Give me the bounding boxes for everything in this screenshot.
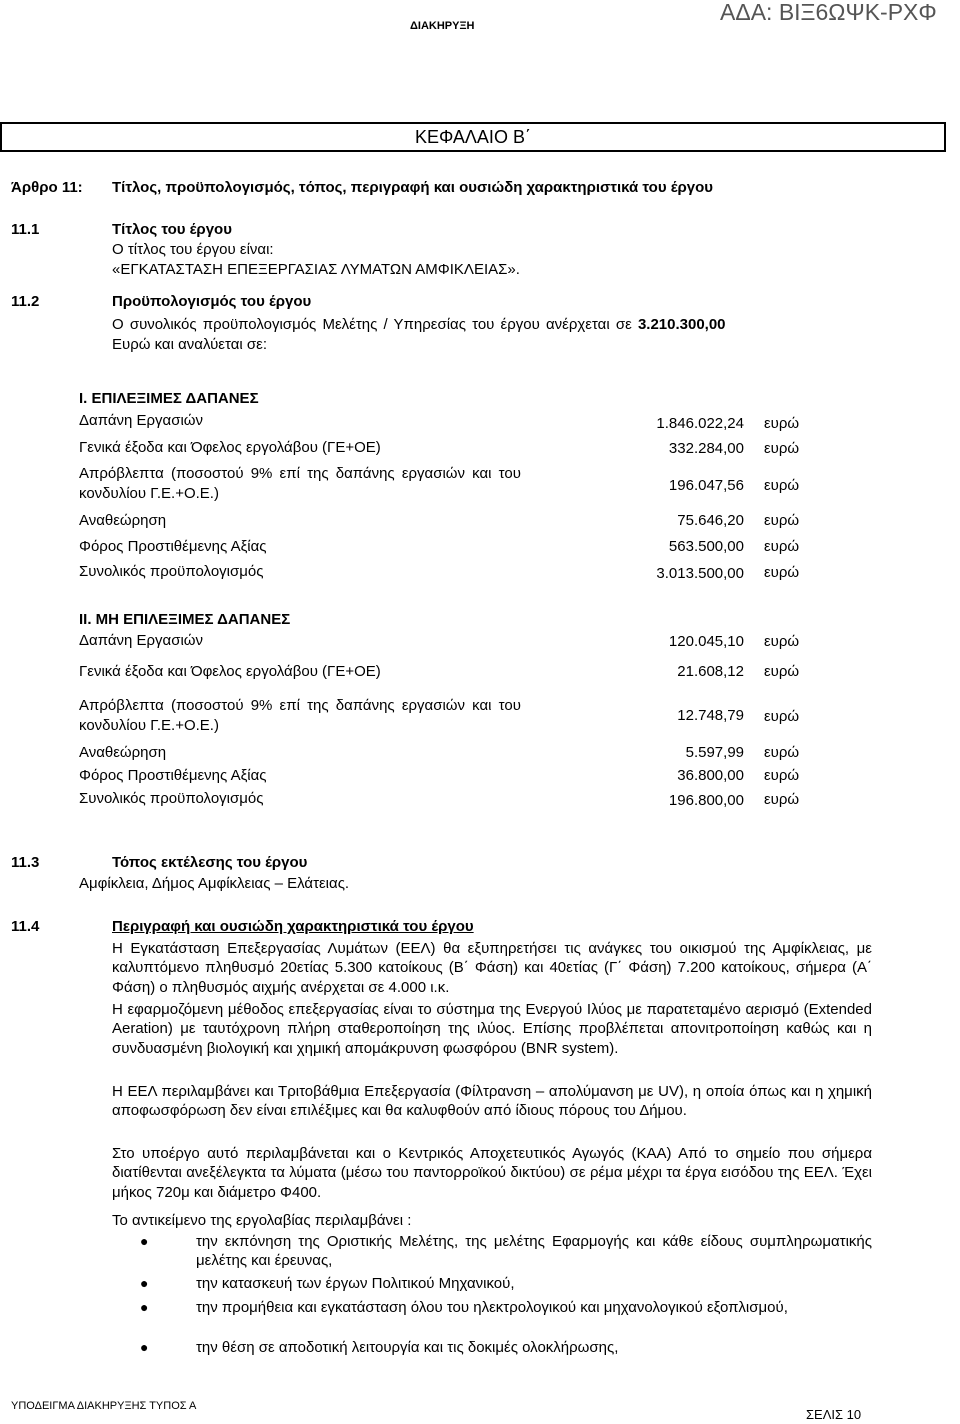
non-eligible-row-currency: ευρώ <box>764 791 800 808</box>
non-eligible-row-label: Δαπάνη Εργασιών <box>79 632 204 649</box>
eligible-row-value: 332.284,00 <box>668 440 744 457</box>
chapter-title: ΚΕΦΑΛΑΙΟ Β΄ <box>0 122 946 152</box>
description-paragraph-5: Το αντικείμενο της εργολαβίας περιλαμβάνει : <box>112 1212 412 1229</box>
section-11-1-number: 11.1 <box>11 221 40 238</box>
non-eligible-row-value: 5.597,99 <box>685 744 744 761</box>
eligible-row-value: 3.013.500,00 <box>656 565 744 582</box>
non-eligible-row-label: Συνολικός προϋπολογισμός <box>79 790 264 807</box>
bullet-icon: ● <box>140 1275 149 1291</box>
non-eligible-row-value: 21.608,12 <box>677 663 744 680</box>
eligible-row-label: Απρόβλεπτα (ποσοστού 9% επί της δαπάνης εργασιών και του <box>79 465 521 482</box>
non-eligible-row-label: Φόρος Προστιθέμενης Αξίας <box>79 767 267 784</box>
eligible-row-currency: ευρώ <box>764 564 800 581</box>
eligible-row-value: 196.047,56 <box>668 477 744 494</box>
non-eligible-row-label-cont: κονδυλίου Γ.Ε.+Ο.Ε.) <box>79 717 219 734</box>
non-eligible-row-currency: ευρώ <box>764 633 800 650</box>
list-item: την εκπόνηση της Οριστικής Μελέτης, της μελέτης Εφαρμογής και κάθε είδους συμπληρωματικής μελέτης και έρευνας, <box>196 1233 872 1270</box>
description-paragraph-2: Η εφαρμοζόμενη μέθοδος επεξεργασίας είναι το σύστημα της Ενεργού Ιλύος με παρατεταμένο αερισμό (Extended Aeration) με ταυτόχρονη πλήρη σταθεροποίηση της ιλύος. Επίσης προβλέπεται απονιτροποίηση καθώς και η συνδυασμένη βιολογική και χημική απομάκρυνση φωσφόρου (BNR system). <box>112 1001 872 1057</box>
budget-intro-text: Ο συνολικός προϋπολογισμός Μελέτης / Υπηρεσίας του έργου ανέρχεται σε <box>112 316 638 333</box>
bullet-icon: ● <box>140 1233 149 1249</box>
section-11-4-heading: Περιγραφή και ουσιώδη χαρακτηριστικά του έργου <box>112 918 474 935</box>
eligible-row-label-cont: κονδυλίου Γ.Ε.+Ο.Ε.) <box>79 485 219 502</box>
eligible-row-label: Δαπάνη Εργασιών <box>79 412 204 429</box>
section-11-2-number: 11.2 <box>11 293 40 310</box>
budget-total-amount: 3.210.300,00 <box>637 316 726 333</box>
list-item: την κατασκευή των έργων Πολιτικού Μηχανικού, <box>196 1275 515 1292</box>
non-eligible-row-value: 120.045,10 <box>668 633 744 650</box>
eligible-row-label: Γενικά έξοδα και Όφελος εργολάβου (ΓΕ+ΟΕ) <box>79 439 381 456</box>
non-eligible-row-currency: ευρώ <box>764 708 800 725</box>
non-eligible-row-currency: ευρώ <box>764 744 800 761</box>
budget-intro-line2: Ευρώ και αναλύεται σε: <box>112 336 267 353</box>
description-paragraph-4: Στο υποέργο αυτό περιλαμβάνεται και ο Κεντρικός Αποχετευτικός Αγωγός (ΚΑΑ) Από το σημείο που σήμερα διατίθενται ανεξέλεγκτα τα λύματα (μέσω του παντορροϊκού δικτύου) σε ρέμα μέχρι τα έργα εισόδου της ΕΕΛ. Έχει μήκος 720μ και διάμετρο Φ400. <box>112 1145 872 1201</box>
article-title: Τίτλος, προϋπολογισμός, τόπος, περιγραφή και ουσιώδη χαρακτηριστικά του έργου <box>112 179 714 196</box>
eligible-row-label: Αναθεώρηση <box>79 512 167 529</box>
eligible-row-value: 563.500,00 <box>668 538 744 555</box>
description-paragraph-1: Η Εγκατάσταση Επεξεργασίας Λυμάτων (ΕΕΛ) θα εξυπηρετήσει τις ανάγκες του οικισμού της Αμφίκλειας, με καλυπτόμενο πληθυσμό 20ετίας 5.300 κατοίκους (Β΄ Φάση) και 40ετίας (Γ΄ Φάση) 7.200 κατοίκους, σήμερα (Α΄ Φάση) ο πληθυσμός αιχμής ανέρχεται σε 4.000 ι.κ. <box>112 940 872 996</box>
footer-doc-type: ΥΠΟΔΕΙΓΜΑ ΔΙΑΚΗΡΥΞΗΣ ΤΥΠΟΣ Α <box>11 1400 197 1412</box>
non-eligible-row-label: Απρόβλεπτα (ποσοστού 9% επί της δαπάνης εργασιών και του <box>79 697 521 714</box>
non-eligible-row-label: Αναθεώρηση <box>79 744 167 761</box>
list-item: την θέση σε αποδοτική λειτουργία και τις δοκιμές ολοκλήρωσης, <box>196 1339 619 1356</box>
non-eligible-row-value: 12.748,79 <box>677 707 744 724</box>
eligible-heading: Ι. ΕΠΙΛΕΞΙΜΕΣ ΔΑΠΑΝΕΣ <box>79 390 259 407</box>
non-eligible-row-currency: ευρώ <box>764 663 800 680</box>
page-number: ΣΕΛΙΣ 10 <box>806 1407 862 1422</box>
section-11-1-heading: Τίτλος του έργου <box>112 221 232 238</box>
header-label: ΔΙΑΚΗΡΥΞΗ <box>410 20 475 32</box>
eligible-row-currency: ευρώ <box>764 538 800 555</box>
eligible-row-currency: ευρώ <box>764 440 800 457</box>
section-11-3-heading: Τόπος εκτέλεσης του έργου <box>112 854 308 871</box>
section-11-1-text: Ο τίτλος του έργου είναι: <box>112 241 274 258</box>
non-eligible-heading: ΙΙ. ΜΗ ΕΠΙΛΕΞΙΜΕΣ ΔΑΠΑΝΕΣ <box>79 611 291 628</box>
location-text: Αμφίκλεια, Δήμος Αμφίκλειας – Ελάτειας. <box>79 875 350 892</box>
budget-intro <box>112 315 872 334</box>
project-title: «ΕΓΚΑΤΑΣΤΑΣΗ ΕΠΕΞΕΡΓΑΣΙΑΣ ΛΥΜΑΤΩΝ ΑΜΦΙΚΛΕΙΑΣ». <box>112 261 520 278</box>
ada-code: ΑΔΑ: ΒΙΞ6ΩΨΚ-ΡΧΦ <box>720 0 937 25</box>
eligible-row-value: 75.646,20 <box>677 512 744 529</box>
article-label: Άρθρο 11: <box>11 179 83 196</box>
eligible-row-value: 1.846.022,24 <box>656 415 744 432</box>
bullet-icon: ● <box>140 1339 149 1355</box>
list-item: την προμήθεια και εγκατάσταση όλου του ηλεκτρολογικού και μηχανολογικού εξοπλισμού, <box>196 1299 788 1316</box>
non-eligible-row-value: 36.800,00 <box>677 767 744 784</box>
section-11-2-heading: Προϋπολογισμός του έργου <box>112 293 312 310</box>
bullet-icon: ● <box>140 1299 149 1315</box>
description-paragraph-3: Η ΕΕΛ περιλαμβάνει και Τριτοβάθμια Επεξεργασία (Φίλτρανση – απολύμανση με UV), η οποία όπως και η χημική αποφωσφόρωση δεν είναι επιλέξιμες και θα καλυφθούν από ίδιους πόρους του Δήμου. <box>112 1083 872 1120</box>
eligible-row-label: Φόρος Προστιθέμενης Αξίας <box>79 538 267 555</box>
section-11-3-number: 11.3 <box>11 854 40 871</box>
section-11-4-number: 11.4 <box>11 918 40 935</box>
eligible-row-currency: ευρώ <box>764 512 800 529</box>
eligible-row-label: Συνολικός προϋπολογισμός <box>79 563 264 580</box>
non-eligible-row-currency: ευρώ <box>764 767 800 784</box>
non-eligible-row-label: Γενικά έξοδα και Όφελος εργολάβου (ΓΕ+ΟΕ) <box>79 663 381 680</box>
eligible-row-currency: ευρώ <box>764 477 800 494</box>
non-eligible-row-value: 196.800,00 <box>668 792 744 809</box>
eligible-row-currency: ευρώ <box>764 415 800 432</box>
